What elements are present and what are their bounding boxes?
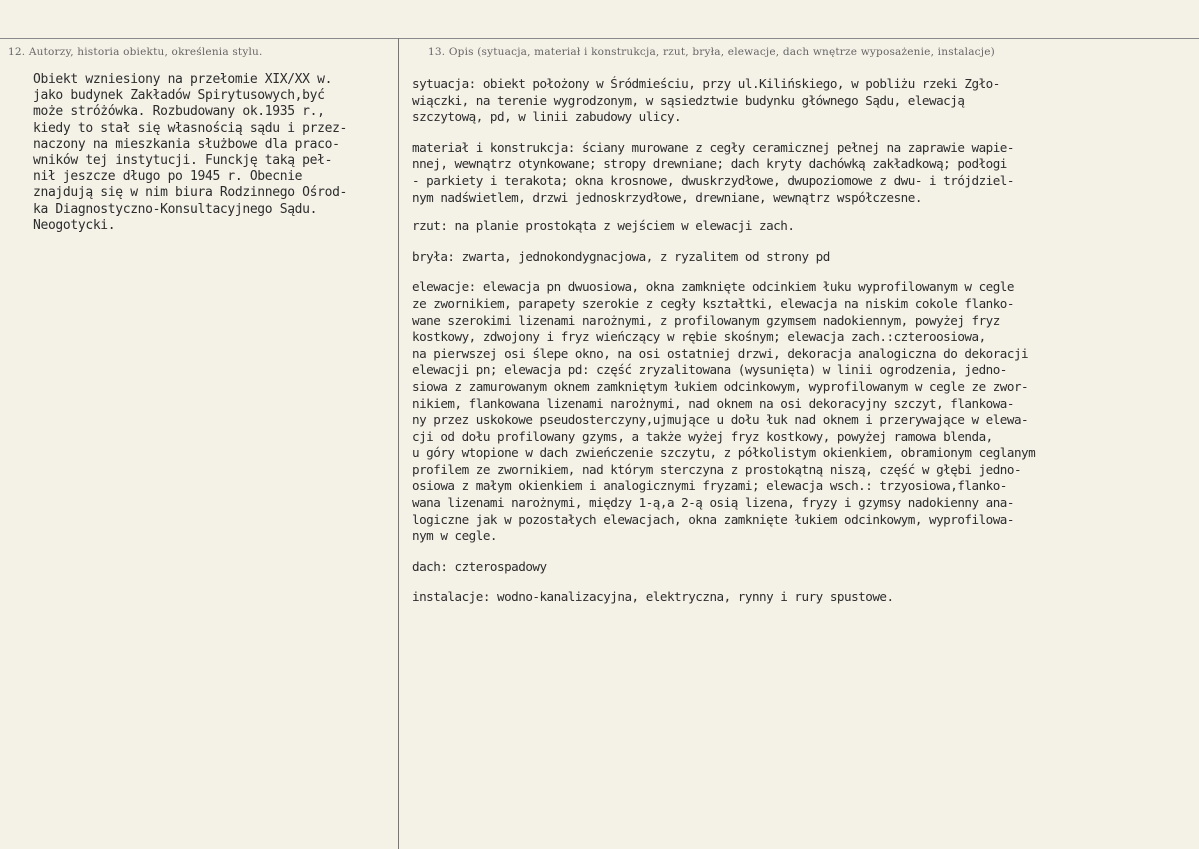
history-line: wników tej instytucji. Funckję taką peł- [33,153,333,169]
history-text [33,72,393,234]
history-line: znajdują się w nim biura Rodzinnego Ośrod- [33,185,348,201]
description-line: ny przez uskokowe pseudosterczyny,ujmujące u dołu łuk nad oknem i przerywające w elewa- [412,412,1029,428]
description-line: siowa z zamurowanym oknem zamkniętym łukiem odcinkowym, wyprofilowanym w cegle ze zwor- [412,378,1029,394]
description-line: wiączki, na terenie wygrodzonym, w sąsiedztwie budynku głównego Sądu, elewacją [412,92,965,108]
description-line: osiowa z małym okienkiem i analogicznymi fryzami; elewacja wsch.: trzyosiowa,flanko- [412,478,1007,494]
description-line: dach: czterospadowy [412,558,547,574]
description-line: materiał i konstrukcja: ściany murowane z cegły ceramicznej pełnej na zaprawie wapie- [412,139,1014,155]
history-line: nił jeszcze długo po 1945 r. Obecnie [33,169,303,185]
description-line: nnej, wewnątrz otynkowane; stropy drewniane; dach kryty dachówką zakładkową; podłogi [412,156,1007,172]
section-material [412,140,1182,206]
history-line: kiedy to stał się własnością sądu i przez- [33,120,348,136]
description-line: u góry wtopione w dach zwieńczenie szczytu, z półkolistym okienkiem, obramionym ceglanym [412,445,1036,461]
history-line: Obiekt wzniesiony na przełomie XIX/XX w. [33,72,333,87]
description-line: elewacji pn; elewacja pd: część zryzalitowana (wysunięta) w linii ogrodzenia, jedno- [412,362,1007,378]
field-12-label: 12. Autorzy, historia obiektu, określenia stylu. [8,46,263,58]
description-line: nym nadświetlem, drzwi jednoskrzydłowe, drewniane, wewnątrz współczesne. [412,189,922,205]
section-elewacje [412,279,1182,545]
section-sytuacja [412,76,1182,126]
section-rzut [412,218,1182,235]
description-line: cji od dołu profilowany gzyms, a także wyżej fryz kostkowy, powyżej ramowa blenda, [412,428,993,444]
description-line: nikiem, flankowana lizenami narożnymi, nad oknem na osi dekoracyjny szczyt, flankowa- [412,395,1014,411]
field-13-label: 13. Opis (sytuacja, materiał i konstrukcja, rzut, bryła, elewacje, dach wnętrze wyposażenie, instalacje) [428,46,995,58]
description-text [412,76,1182,618]
history-line: ka Diagnostyczno-Konsultacyjnego Sądu. [33,201,318,217]
description-line: rzut: na planie prostokąta z wejściem w elewacji zach. [412,218,795,234]
top-rule [0,38,1199,39]
section-instalacje [412,589,1182,606]
description-line: sytuacja: obiekt położony w Śródmieściu, przy ul.Kilińskiego, w pobliżu rzeki Zgło- [412,76,1000,91]
history-line: jako budynek Zakładów Spirytusowych,być [33,88,325,104]
section-bryla [412,249,1182,266]
description-line: profilem ze zwornikiem, nad którym sterczyna z prostokątną niszą, część w głębi jedno- [412,461,1022,477]
section-dach [412,559,1182,576]
column-divider [398,38,399,849]
description-line: - parkiety i terakota; okna krosnowe, dwuskrzydłowe, dwupoziomowe z dwu- i trójdziel- [412,172,1014,188]
history-line: Neogotycki. [33,217,116,233]
description-line: szczytową, pd, w linii zabudowy ulicy. [412,109,682,125]
description-line: elewacje: elewacja pn dwuosiowa, okna zamknięte odcinkiem łuku wyprofilowanym w cegle [412,279,1014,295]
description-line: bryła: zwarta, jednokondygnacjowa, z ryzalitem od strony pd [412,248,830,264]
history-line: może stróżówka. Rozbudowany ok.1935 r., [33,104,325,120]
description-line: logiczne jak w pozostałych elewacjach, okna zamknięte łukiem odcinkowym, wyprofilowa- [412,511,1014,527]
description-line: wane szerokimi lizenami narożnymi, z profilowanym gzymsem nadokiennym, powyżej fryz [412,312,1000,328]
description-line: nym w cegle. [412,528,497,544]
description-line: na pierwszej osi ślepe okno, na osi ostatniej drzwi, dekoracja analogiczna do dekoracji [412,345,1029,361]
description-line: wana lizenami narożnymi, między 1-ą,a 2-ą osią lizena, fryzy i gzymsy nadokienny ana- [412,495,1014,511]
description-line: instalacje: wodno-kanalizacyjna, elektryczna, rynny i rury spustowe. [412,589,894,605]
description-line: kostkowy, zdwojony i fryz wieńczący w rębie skośnym; elewacja zach.:czteroosiowa, [412,329,986,345]
history-line: naczony na mieszkania służbowe dla praco- [33,136,340,152]
description-line: ze zwornikiem, parapety szerokie z cegły kształtki, elewacja na niskim cokole flanko- [412,295,1014,311]
